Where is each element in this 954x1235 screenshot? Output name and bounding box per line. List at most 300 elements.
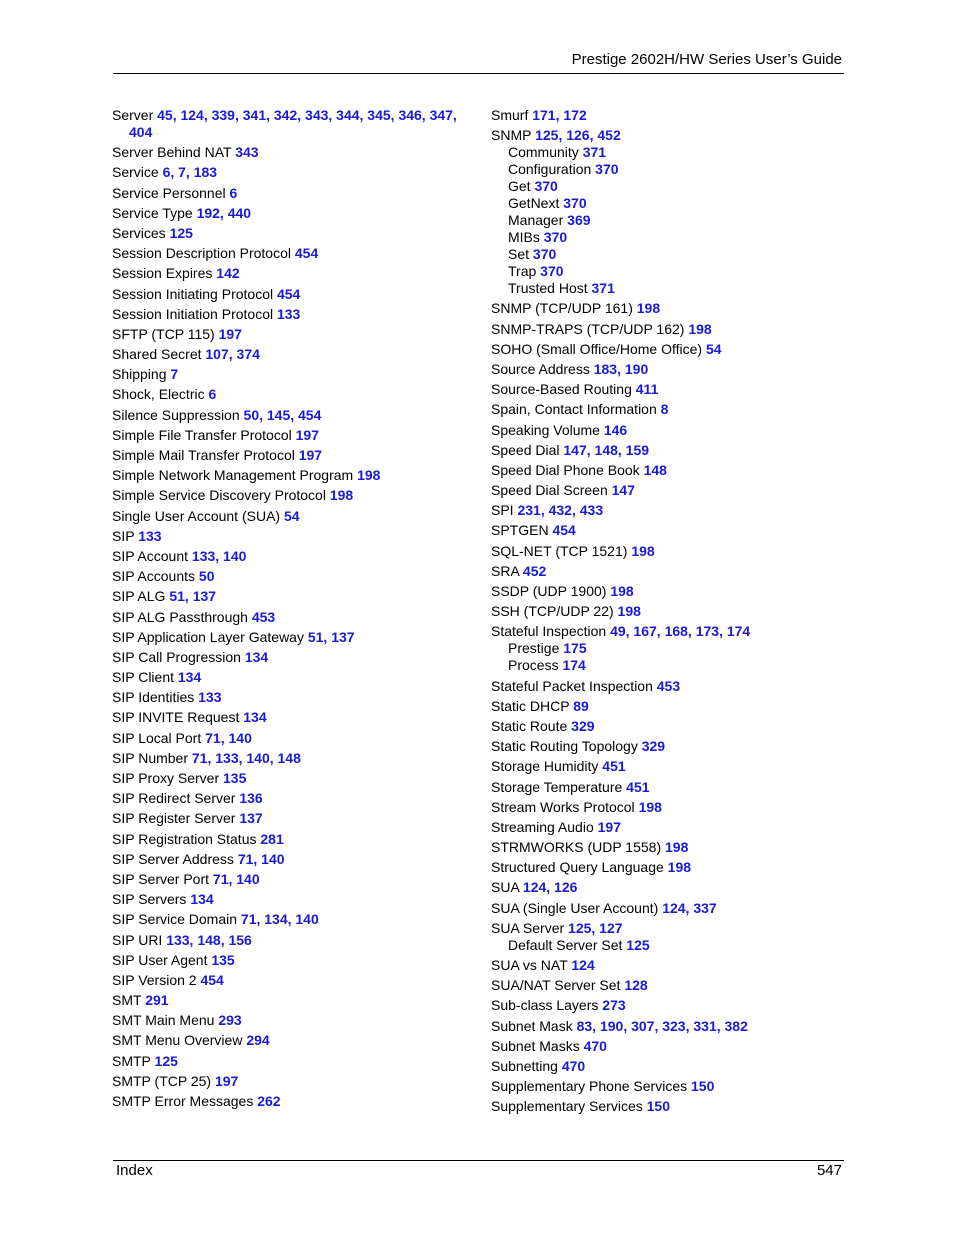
index-page-links[interactable]: 198 — [638, 798, 662, 815]
index-term: SNMP — [491, 127, 536, 144]
index-subentry — [508, 195, 851, 212]
index-page-links[interactable]: 124, 337 — [662, 899, 717, 916]
index-term: SOHO (Small Office/Home Office) — [491, 340, 706, 357]
index-term: SIP Version 2 — [112, 971, 201, 988]
index-page-links[interactable]: 371 — [582, 144, 607, 161]
index-entry — [112, 770, 472, 787]
index-term: SSDP (UDP 1900) — [491, 583, 611, 599]
index-term: Simple Mail Transfer Protocol — [112, 447, 299, 463]
index-term: SIP Number — [112, 749, 192, 766]
index-page-links[interactable]: 71, 133, 140, 148 — [191, 749, 301, 766]
index-entry — [491, 381, 851, 398]
index-term: SIP Redirect Server — [112, 790, 240, 807]
index-page-links[interactable]: 370 — [534, 178, 558, 195]
index-term: SIP Account — [112, 547, 192, 564]
index-page-links[interactable]: 197 — [214, 1072, 239, 1089]
index-page-links[interactable]: 369 — [567, 212, 591, 229]
index-entry — [112, 427, 472, 444]
index-page-links[interactable]: 183, 190 — [593, 360, 649, 377]
index-subentry — [508, 657, 851, 674]
index-entry — [491, 127, 851, 297]
index-term: Silence Suppression — [112, 406, 244, 423]
index-term: SSH (TCP/UDP 22) — [491, 603, 618, 620]
index-term: SMT Main Menu — [112, 1012, 219, 1029]
index-page-links[interactable]: 197 — [597, 818, 621, 835]
index-page-links[interactable]: 198 — [665, 839, 689, 856]
index-entry — [491, 502, 851, 519]
index-subentry — [508, 937, 851, 954]
index-entry — [491, 1078, 851, 1095]
index-term: SUA — [491, 879, 523, 896]
index-term: Source Address — [491, 360, 594, 377]
index-page-links[interactable]: 197 — [298, 447, 323, 463]
index-entry — [491, 799, 851, 816]
index-entry — [491, 1098, 851, 1115]
index-entry — [491, 718, 851, 735]
index-page-links[interactable]: 137 — [239, 810, 263, 827]
index-term: Session Initiation Protocol — [112, 305, 277, 322]
index-term: Structured Query Language — [491, 859, 668, 876]
index-subentries — [491, 640, 851, 674]
index-term: SIP Servers — [112, 891, 191, 908]
index-entry — [112, 891, 472, 908]
index-term: Storage Humidity — [491, 758, 603, 775]
index-term: Default Server Set — [508, 936, 627, 953]
index-term: Service — [112, 164, 163, 181]
index-entry — [491, 879, 851, 896]
index-page-links[interactable]: 54 — [705, 340, 722, 357]
index-page-links[interactable]: 50, 145, 454 — [243, 406, 322, 423]
index-page-links[interactable]: 147, 148, 159 — [563, 441, 650, 458]
index-page-links[interactable]: 293 — [218, 1012, 242, 1029]
index-page-links[interactable]: 54 — [283, 507, 300, 524]
index-entry — [112, 306, 472, 323]
index-page-links[interactable]: 133 — [138, 527, 162, 544]
index-entry — [491, 1058, 851, 1075]
index-page-links[interactable]: 198 — [357, 467, 381, 484]
index-term: SMTP Error Messages — [112, 1093, 258, 1109]
index-term: Prestige — [508, 640, 564, 657]
index-subentry — [508, 280, 851, 297]
index-entry — [112, 107, 479, 141]
index-page-links[interactable]: 134 — [190, 891, 214, 908]
index-entry — [491, 738, 851, 755]
index-term: Session Initiating Protocol — [112, 285, 277, 302]
index-page-links[interactable]: 198 — [610, 583, 634, 599]
index-term: SIP — [112, 527, 139, 544]
footer-page-number: 547 — [816, 1162, 842, 1179]
index-entry — [491, 997, 851, 1014]
index-page-links[interactable]: 231, 432, 433 — [517, 502, 604, 519]
index-page-links[interactable]: 370 — [532, 246, 557, 263]
index-entry — [112, 1053, 472, 1070]
index-term: SIP INVITE Request — [112, 709, 244, 726]
index-term: SIP ALG Passthrough — [112, 608, 252, 625]
index-page-links[interactable]: 71, 140 — [205, 729, 252, 746]
index-page-links[interactable]: 8 — [660, 401, 669, 418]
index-term: Storage Temperature — [491, 778, 627, 795]
index-subentries — [491, 144, 851, 297]
index-page-links[interactable]: 370 — [543, 229, 568, 246]
index-term: SIP Identities — [112, 689, 199, 706]
index-entry — [112, 952, 472, 969]
index-entry — [112, 992, 472, 1009]
index-entry — [112, 164, 472, 181]
index-page-links[interactable]: 197 — [218, 325, 242, 342]
index-term: Server — [112, 107, 158, 123]
index-term: Community — [508, 144, 583, 161]
index-term: Simple Network Management Program — [112, 467, 358, 484]
index-entry — [491, 859, 851, 876]
footer-section-name: Index — [116, 1162, 153, 1179]
index-term: Service Personnel — [112, 184, 230, 201]
index-page-links[interactable]: 142 — [216, 265, 240, 282]
index-entry — [112, 831, 472, 848]
index-term: Supplementary Phone Services — [491, 1078, 691, 1095]
index-subentry — [508, 212, 851, 229]
index-entry — [491, 107, 851, 124]
index-term: Services — [112, 224, 170, 241]
index-page-links[interactable]: 171, 172 — [532, 107, 587, 123]
index-page-links[interactable]: 273 — [602, 997, 626, 1014]
index-entry — [112, 245, 472, 262]
index-term: Stream Works Protocol — [491, 798, 639, 815]
index-term: Shipping — [112, 366, 171, 383]
index-term: Manager — [508, 212, 568, 229]
index-page-links[interactable]: 134 — [244, 648, 269, 665]
index-entry — [112, 1073, 472, 1090]
index-term: SQL-NET (TCP 1521) — [491, 542, 632, 559]
index-page-links[interactable]: 125 — [154, 1052, 178, 1069]
footer-rule — [113, 1160, 844, 1161]
index-entry — [112, 649, 472, 666]
index-entry — [491, 321, 851, 338]
index-page-links[interactable]: 135 — [223, 770, 247, 786]
index-entry — [112, 588, 472, 605]
index-entry — [112, 346, 472, 363]
index-page-links[interactable]: 125, 126, 452 — [535, 127, 621, 144]
index-page-links[interactable]: 198 — [688, 320, 712, 337]
index-entry — [491, 779, 851, 796]
index-page-links[interactable]: 49, 167, 168, 173, 174 — [610, 623, 751, 640]
index-page-links[interactable]: 370 — [540, 263, 564, 280]
index-term: Configuration — [508, 161, 596, 178]
index-page-links[interactable]: 136 — [239, 790, 263, 807]
index-entry — [112, 851, 472, 868]
index-term: SNMP-TRAPS (TCP/UDP 162) — [491, 320, 689, 337]
index-entry — [112, 265, 472, 282]
index-page-links[interactable]: 133 — [276, 305, 301, 322]
index-term: SIP Application Layer Gateway — [112, 628, 308, 645]
index-entry — [112, 528, 472, 545]
index-page-links[interactable]: 198 — [667, 859, 692, 876]
index-entry — [112, 609, 472, 626]
index-page-links[interactable]: 452 — [522, 562, 547, 579]
index-page-links[interactable]: 6 — [229, 184, 238, 201]
index-page-links[interactable]: 451 — [626, 778, 650, 795]
index-term: Shock, Electric — [112, 386, 209, 403]
index-page-links[interactable]: 83, 190, 307, 323, 331, 382 — [576, 1017, 748, 1034]
index-entry — [112, 911, 472, 928]
index-page-links[interactable]: 198 — [636, 300, 661, 317]
index-entry — [112, 730, 472, 747]
index-term: SUA Server — [491, 919, 569, 936]
index-entry — [112, 548, 472, 565]
index-entry — [112, 972, 472, 989]
index-page-links[interactable]: 411 — [635, 381, 659, 398]
index-entry — [112, 1012, 472, 1029]
index-page-links[interactable]: 128 — [624, 977, 648, 994]
index-entry — [491, 977, 851, 994]
index-page-links[interactable]: 51, 137 — [169, 588, 217, 605]
index-page-links[interactable]: 294 — [246, 1032, 270, 1049]
index-entry — [112, 1032, 472, 1049]
index-entry — [491, 563, 851, 580]
index-column-left — [112, 107, 472, 1113]
index-page-links[interactable]: 198 — [617, 603, 641, 620]
header-rule — [113, 73, 844, 74]
index-term: Sub-class Layers — [491, 997, 603, 1014]
index-term: SIP User Agent — [112, 951, 212, 968]
index-term: Simple Service Discovery Protocol — [112, 487, 330, 504]
index-page-links[interactable]: 453 — [251, 608, 276, 625]
index-term: Shared Secret — [112, 346, 206, 363]
index-page-links[interactable]: 6, 7, 183 — [162, 164, 218, 181]
index-page-links[interactable]: 71, 140 — [237, 850, 285, 867]
index-term: SIP ALG — [112, 588, 170, 605]
index-term: SIP Service Domain — [112, 911, 241, 928]
index-term: STRMWORKS (UDP 1558) — [491, 839, 665, 856]
index-page-links[interactable]: 124, 126 — [522, 879, 578, 896]
index-term: SIP Local Port — [112, 729, 206, 746]
index-page-links[interactable]: 125 — [626, 936, 650, 953]
index-term: Set — [508, 246, 533, 263]
index-page-links[interactable]: 50 — [198, 568, 215, 585]
index-term: SMTP — [112, 1052, 155, 1069]
index-page-links[interactable]: 281 — [260, 830, 284, 847]
index-entry — [112, 932, 472, 949]
index-page-links[interactable]: 146 — [603, 421, 628, 438]
index-entry — [491, 1038, 851, 1055]
index-page-links[interactable]: 6 — [208, 386, 217, 403]
index-page-links[interactable]: 370 — [563, 195, 587, 212]
index-page-links[interactable]: 262 — [257, 1093, 281, 1109]
index-entry — [491, 698, 851, 715]
index-page-links[interactable]: 343 — [235, 144, 259, 161]
index-term: MIBs — [508, 229, 544, 246]
index-term: GetNext — [508, 195, 564, 212]
index-entry — [112, 709, 472, 726]
index-page-links[interactable]: 125, 127 — [568, 919, 623, 936]
index-entry — [491, 819, 851, 836]
index-term: Server Behind NAT — [112, 144, 236, 161]
index-entry — [112, 750, 472, 767]
index-entry — [491, 900, 851, 917]
index-page-links[interactable]: 133, 148, 156 — [166, 931, 252, 948]
index-page-links[interactable]: 89 — [573, 697, 589, 714]
index-page-links[interactable]: 45, 124, 339, 341, 342, 343, 344, 345, 346, 347, 404 — [129, 107, 457, 140]
index-term: SIP Client — [112, 669, 178, 686]
index-entry — [112, 467, 472, 484]
index-entry — [112, 144, 472, 161]
index-entry — [112, 447, 472, 464]
index-term: Speed Dial — [491, 441, 564, 458]
index-entry — [491, 623, 851, 674]
index-entry — [491, 678, 851, 695]
index-subentry — [508, 263, 851, 280]
index-page-links[interactable]: 370 — [595, 161, 619, 178]
index-term: SMT Menu Overview — [112, 1032, 247, 1049]
index-page-links[interactable]: 133 — [198, 689, 222, 706]
index-entry — [491, 957, 851, 974]
index-page-links[interactable]: 71, 140 — [212, 870, 260, 887]
index-page-links[interactable]: 150 — [691, 1078, 715, 1095]
index-term: SIP Server Port — [112, 870, 213, 887]
index-term: Subnet Masks — [491, 1037, 584, 1054]
index-term: SIP Registration Status — [112, 830, 261, 847]
index-page-links[interactable]: 107, 374 — [205, 346, 260, 363]
index-subentry — [508, 161, 851, 178]
index-page-links[interactable]: 453 — [656, 677, 681, 694]
index-term: SFTP (TCP 115) — [112, 325, 219, 342]
index-term: SUA (Single User Account) — [491, 899, 663, 916]
index-term: Supplementary Services — [491, 1098, 647, 1115]
index-entry — [112, 629, 472, 646]
index-subentry — [508, 229, 851, 246]
index-entry — [112, 1093, 472, 1110]
index-term: Speed Dial Phone Book — [491, 461, 644, 478]
index-term: Simple File Transfer Protocol — [112, 426, 296, 443]
index-page-links[interactable]: 198 — [631, 542, 655, 559]
index-term: SNMP (TCP/UDP 161) — [491, 300, 637, 317]
index-page-links[interactable]: 133, 140 — [191, 547, 247, 564]
index-page-links[interactable]: 148 — [643, 461, 667, 478]
index-entry — [112, 568, 472, 585]
index-term: Streaming Audio — [491, 818, 598, 835]
index-subentry — [508, 178, 851, 195]
index-entry — [491, 462, 851, 479]
index-term: SPTGEN — [491, 522, 553, 539]
index-entry — [491, 482, 851, 499]
index-entry — [112, 185, 472, 202]
index-page-links[interactable]: 454 — [276, 285, 301, 302]
index-term: SIP Accounts — [112, 568, 199, 585]
index-column-right — [491, 107, 851, 1119]
index-term: Session Description Protocol — [112, 245, 295, 262]
index-term: SRA — [491, 562, 523, 579]
index-page-links[interactable]: 470 — [583, 1037, 607, 1054]
index-term: Process — [508, 657, 563, 674]
index-term: Trap — [508, 263, 541, 280]
index-page-links[interactable]: 470 — [561, 1057, 586, 1074]
index-term: SUA vs NAT — [491, 957, 572, 973]
index-page-links[interactable]: 7 — [170, 366, 179, 383]
index-page-links[interactable]: 125 — [169, 224, 193, 241]
index-entry — [112, 326, 472, 343]
index-term: Subnetting — [491, 1057, 562, 1074]
index-entry — [112, 225, 472, 242]
index-subentry — [508, 144, 851, 161]
index-page-links[interactable]: 124 — [571, 957, 595, 973]
index-entry — [112, 407, 472, 424]
index-page-links[interactable]: 451 — [602, 758, 626, 775]
index-entry — [112, 366, 472, 383]
index-page-links[interactable]: 329 — [641, 738, 666, 755]
index-term: Source-Based Routing — [491, 381, 636, 398]
index-term: SMT — [112, 992, 146, 1009]
index-page-links[interactable]: 198 — [329, 487, 354, 504]
index-term: Stateful Inspection — [491, 623, 611, 640]
index-term: SIP Call Progression — [112, 648, 245, 665]
index-entry — [491, 422, 851, 439]
index-entry — [491, 583, 851, 600]
index-term: SIP Server Address — [112, 850, 238, 867]
index-entry — [491, 300, 851, 317]
index-page-links[interactable]: 454 — [200, 971, 224, 988]
index-entry — [491, 543, 851, 560]
index-entry — [112, 871, 472, 888]
index-entry — [491, 401, 851, 418]
index-entry — [491, 603, 851, 620]
index-term: SIP Register Server — [112, 810, 240, 827]
index-term: Static Routing Topology — [491, 738, 642, 755]
index-page-links[interactable]: 51, 137 — [307, 628, 355, 645]
index-page-links[interactable]: 135 — [211, 951, 235, 968]
index-term: SPI — [491, 502, 518, 519]
index-page-links[interactable]: 192, 440 — [196, 204, 252, 221]
index-page-links[interactable]: 291 — [145, 992, 169, 1009]
index-subentries — [491, 937, 851, 954]
index-term: Speaking Volume — [491, 421, 604, 438]
index-page-links[interactable]: 454 — [294, 245, 319, 262]
index-entry — [112, 286, 472, 303]
index-term: Subnet Mask — [491, 1017, 577, 1034]
index-page-links[interactable]: 174 — [562, 657, 586, 674]
index-entry — [112, 205, 472, 222]
index-page-links[interactable]: 147 — [611, 482, 635, 499]
index-entry — [491, 361, 851, 378]
index-term: SIP URI — [112, 931, 167, 948]
index-entry — [491, 522, 851, 539]
index-entry — [112, 487, 472, 504]
index-term: Static Route — [491, 717, 572, 734]
running-header-title: Prestige 2602H/HW Series User’s Guide — [571, 51, 842, 68]
index-page-links[interactable]: 454 — [552, 522, 576, 539]
index-entry — [112, 386, 472, 403]
index-term: Speed Dial Screen — [491, 482, 612, 499]
index-page-links[interactable]: 134 — [177, 669, 202, 686]
index-entry — [112, 508, 472, 525]
index-page-links[interactable]: 329 — [571, 717, 595, 734]
index-entry — [491, 920, 851, 954]
index-page-links[interactable]: 371 — [591, 280, 615, 297]
index-term: Static DHCP — [491, 697, 574, 714]
index-page-links[interactable]: 150 — [646, 1098, 670, 1115]
index-page-links[interactable]: 134 — [243, 709, 267, 726]
index-term: Session Expires — [112, 265, 217, 282]
index-entry — [491, 442, 851, 459]
index-entry — [491, 758, 851, 775]
index-term: Spain, Contact Information — [491, 401, 661, 418]
index-entry — [112, 669, 472, 686]
index-term: SMTP (TCP 25) — [112, 1072, 215, 1089]
index-entry — [112, 790, 472, 807]
index-term: Smurf — [491, 107, 533, 123]
index-page-links[interactable]: 71, 134, 140 — [240, 911, 319, 928]
index-term: SIP Proxy Server — [112, 770, 224, 786]
index-page-links[interactable]: 175 — [563, 640, 587, 657]
index-page-links[interactable]: 197 — [295, 426, 319, 443]
